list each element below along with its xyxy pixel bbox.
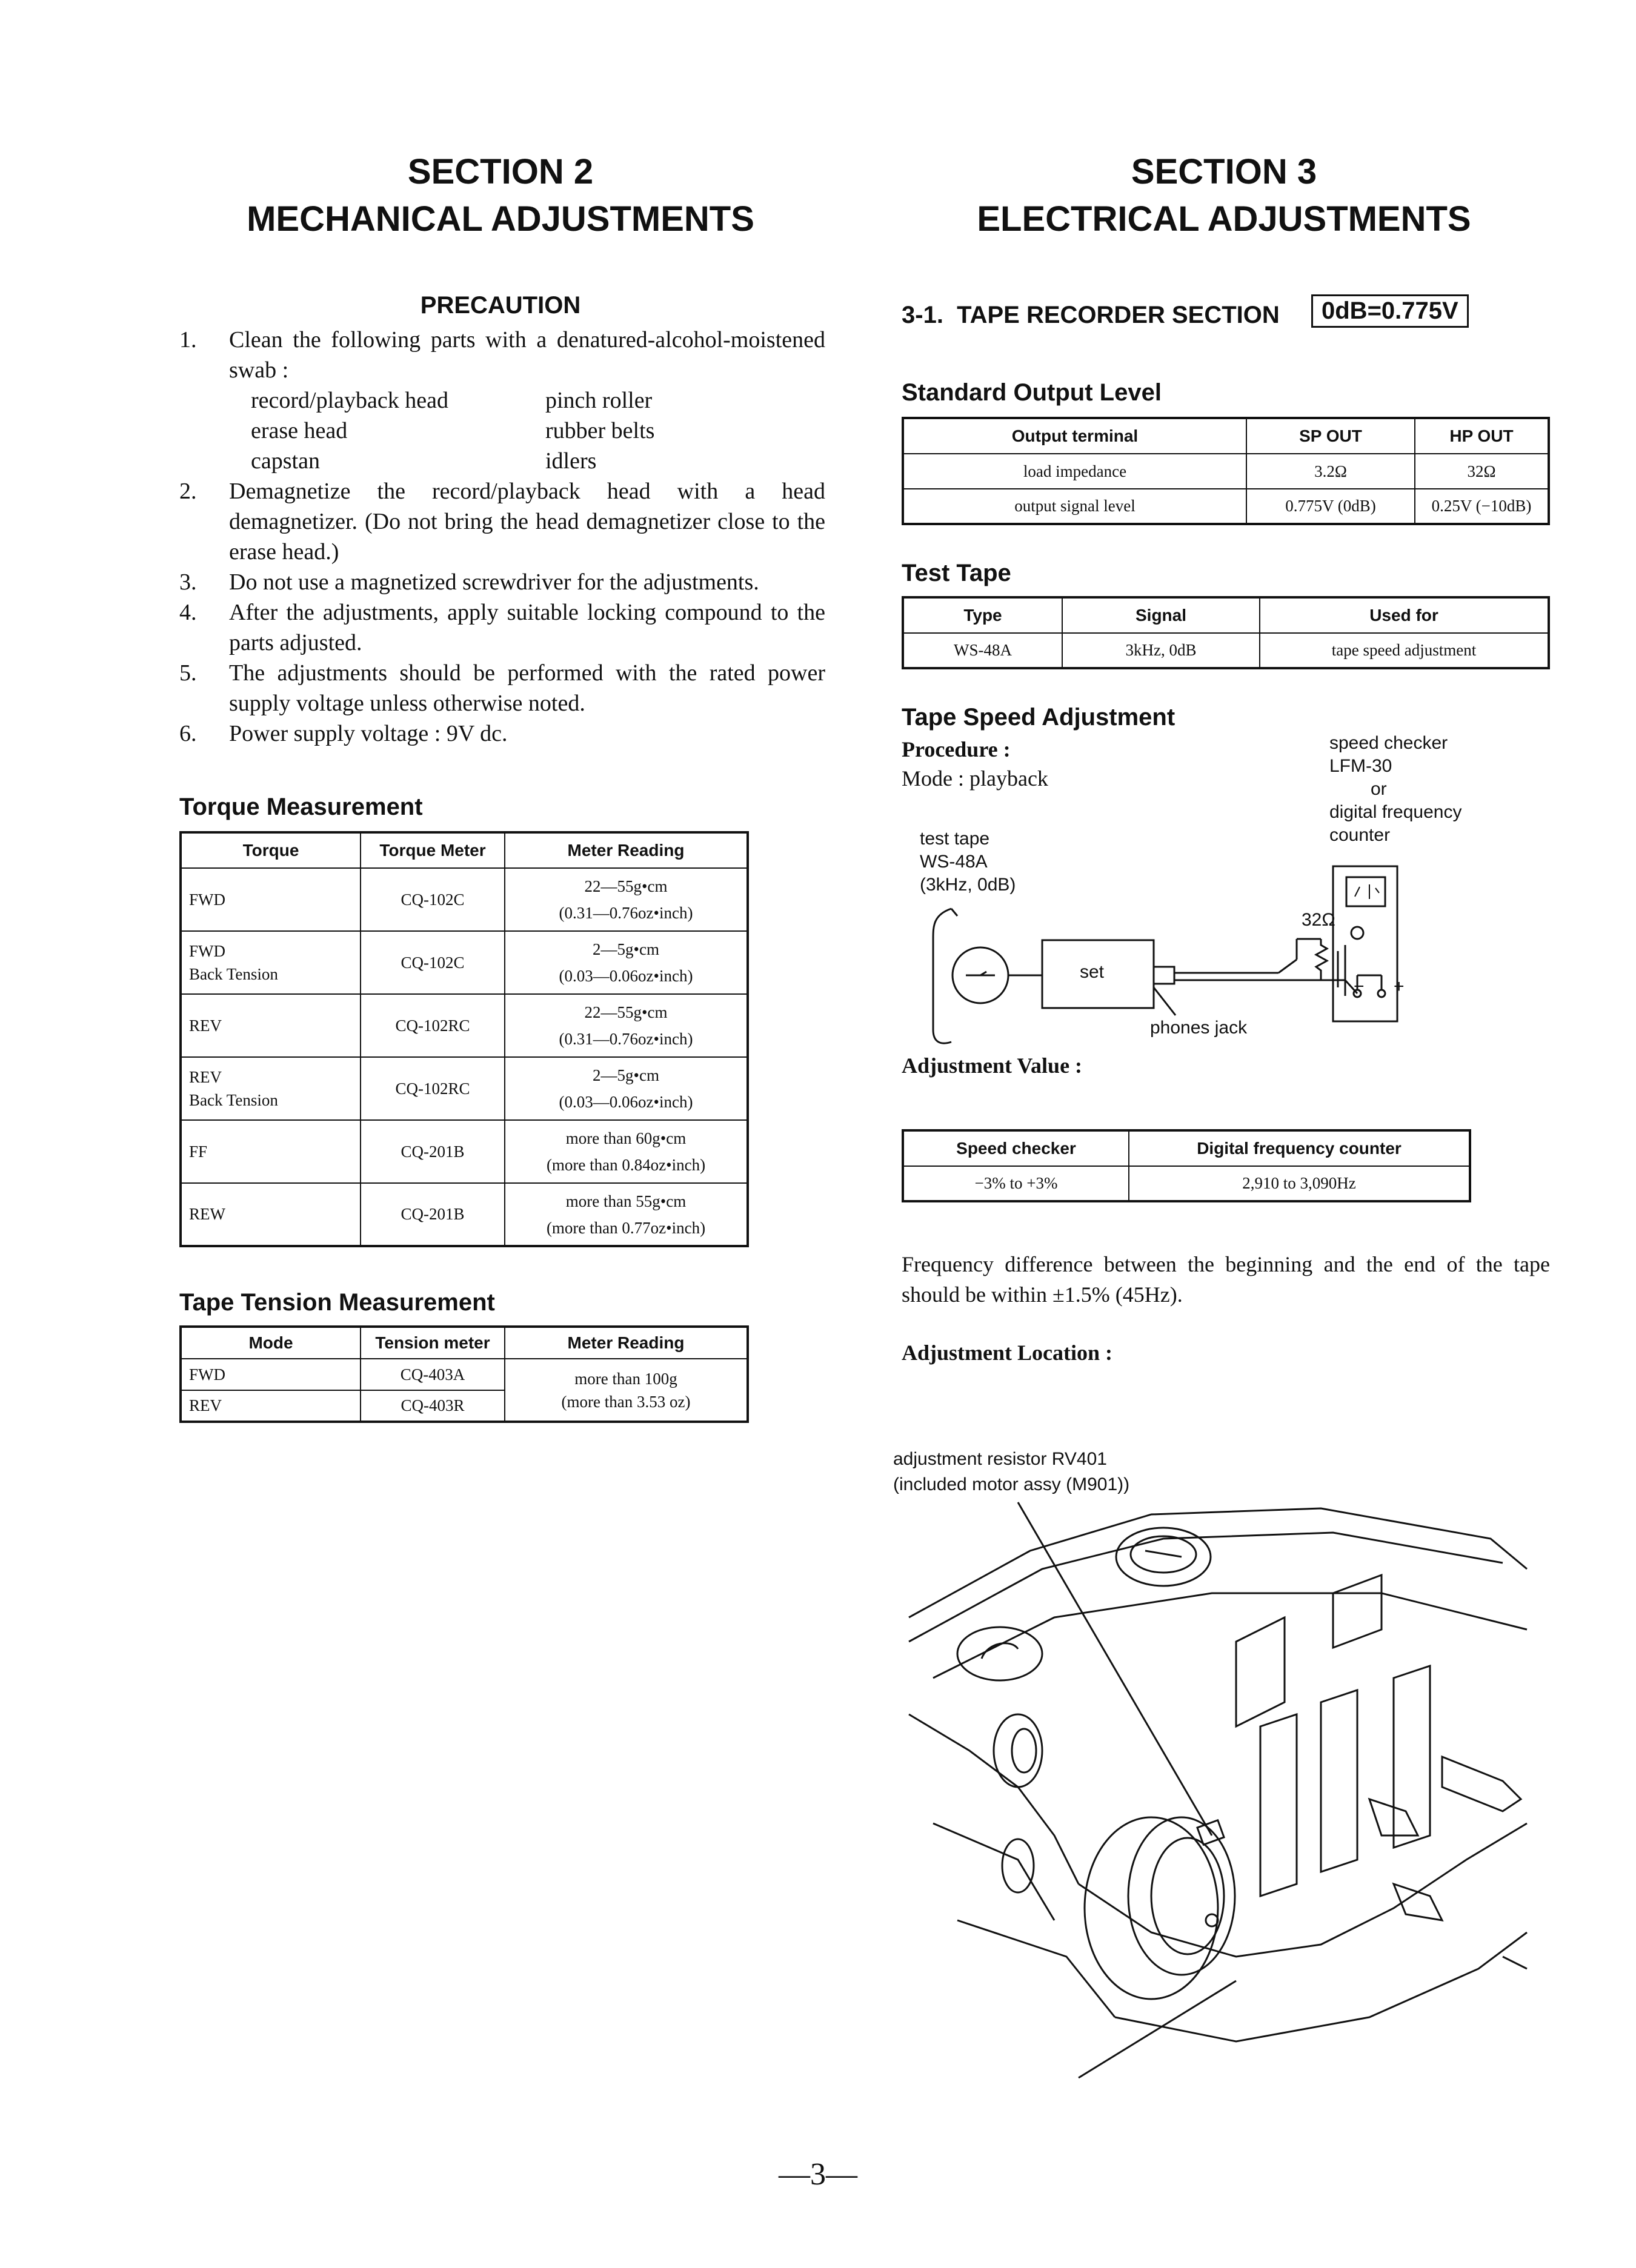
part-name: idlers [545, 448, 597, 474]
table-row [903, 1166, 1470, 1201]
section-2-title: SECTION 2 [407, 152, 594, 191]
item-number: 2. [179, 479, 197, 504]
item-number: 5. [179, 660, 197, 686]
subsection-title: 3-1. TAPE RECORDER SECTION [902, 302, 1280, 328]
section-3-title: SECTION 3 [1131, 152, 1317, 191]
section-2-subtitle: MECHANICAL ADJUSTMENTS [247, 199, 754, 239]
checker-label-5: counter [1329, 825, 1391, 845]
column-header: HP OUT [1415, 418, 1549, 454]
location-callout-1: adjustment resistor RV401 [893, 1449, 1107, 1469]
torque-cell: REW [181, 1183, 361, 1246]
item-text: Demagnetize the record/playback head with a head demagnetizer. (Do not bring the head demagnetizer close to the erase head.) [229, 479, 825, 565]
meter-cell: CQ-403R [361, 1390, 505, 1422]
part-name: capstan [251, 448, 320, 474]
table-header-row [903, 418, 1549, 454]
torque-table [179, 831, 749, 1247]
column-header: Output terminal [903, 418, 1246, 454]
reading-cell: more than 60g•cm (more than 0.84oz•inch) [505, 1120, 748, 1183]
procedure-label: Procedure : [902, 737, 1011, 761]
meter-cell: CQ-102C [361, 868, 505, 931]
reference-level-box: 0dB=0.775V [1311, 294, 1469, 328]
table-cell: WS-48A [903, 633, 1062, 668]
test-tape-title: Test Tape [902, 560, 1011, 586]
table-cell: 0.775V (0dB) [1246, 489, 1415, 524]
table-row [181, 1057, 748, 1120]
mode-text: Mode : playback [902, 766, 1048, 791]
reading-cell: 2—5g•cm (0.03—0.06oz•inch) [505, 1057, 748, 1120]
item-text: Clean the following parts with a denatured-alcohol-moistened swab : [229, 327, 825, 383]
checker-label-2: LFM-30 [1329, 756, 1392, 776]
torque-cell: FF [181, 1120, 361, 1183]
part-name: rubber belts [545, 418, 655, 443]
table-row [903, 454, 1549, 489]
table-header-row [181, 1327, 748, 1359]
table-cell: 32Ω [1415, 454, 1549, 489]
tape-label-2: WS-48A [920, 852, 988, 872]
tape-label-3: (3kHz, 0dB) [920, 875, 1016, 895]
precaution-item-5 [179, 658, 825, 718]
table-header-row [903, 1130, 1470, 1166]
precaution-list [179, 325, 825, 749]
table-cell: 3.2Ω [1246, 454, 1415, 489]
column-header: Digital frequency counter [1129, 1130, 1470, 1166]
part-name: pinch roller [545, 388, 653, 413]
reading-cell: 2—5g•cm (0.03—0.06oz•inch) [505, 931, 748, 994]
item-text: Power supply voltage : 9V dc. [229, 721, 508, 746]
item-text: Do not use a magnetized screwdriver for the adjustments. [229, 569, 759, 595]
meter-cell: CQ-403A [361, 1359, 505, 1390]
pinch-roller-icon [1442, 1757, 1521, 1811]
output-level-title: Standard Output Level [902, 379, 1162, 406]
knob-icon [1351, 927, 1363, 939]
reading-cell: 22—55g•cm (0.31—0.76oz•inch) [505, 868, 748, 931]
minus-label: − [1354, 976, 1365, 996]
section-3-subtitle: ELECTRICAL ADJUSTMENTS [977, 199, 1471, 239]
precaution-item-1 [179, 325, 825, 385]
output-level-table [902, 417, 1550, 525]
item-number: 3. [179, 569, 197, 595]
table-cell: tape speed adjustment [1260, 633, 1549, 668]
table-cell: 0.25V (−10dB) [1415, 489, 1549, 524]
plus-label: + [1394, 976, 1405, 996]
column-header: Speed checker [903, 1130, 1129, 1166]
adjustment-value-label: Adjustment Value : [902, 1053, 1083, 1078]
reading-cell: 22—55g•cm (0.31—0.76oz•inch) [505, 994, 748, 1057]
column-header: Type [903, 597, 1062, 633]
table-row [903, 633, 1549, 668]
precaution-item-2 [179, 476, 825, 567]
speed-checker-box [1333, 866, 1397, 1021]
torque-cell: FWD Back Tension [181, 931, 361, 994]
resistor-label: 32Ω [1302, 910, 1335, 930]
part-name: record/playback head [251, 388, 448, 413]
meter-cell: CQ-201B [361, 1120, 505, 1183]
torque-cell: REV [181, 994, 361, 1057]
item-number: 6. [179, 721, 197, 746]
mode-cell: REV [181, 1390, 361, 1422]
table-row [181, 994, 748, 1057]
column-header: Mode [181, 1327, 361, 1359]
checker-label-1: speed checker [1329, 733, 1448, 753]
item-number: 1. [179, 327, 197, 353]
table-row [181, 1359, 748, 1390]
torque-cell: REV Back Tension [181, 1057, 361, 1120]
set-box [1042, 940, 1154, 1008]
meter-display [1346, 877, 1385, 906]
page-number: —3— [779, 2157, 857, 2192]
reading-cell: more than 100g (more than 3.53 oz) [505, 1359, 748, 1422]
column-header: Tension meter [361, 1327, 505, 1359]
item-number: 4. [179, 600, 197, 625]
item-text: The adjustments should be performed with the rated power supply voltage unless otherwise noted. [229, 660, 825, 716]
column-header: Torque Meter [361, 832, 505, 868]
table-row [903, 489, 1549, 524]
location-callout-2: (included motor assy (M901)) [893, 1474, 1130, 1494]
column-header: Signal [1062, 597, 1260, 633]
resistor-symbol [1316, 939, 1327, 980]
table-row [181, 1120, 748, 1183]
column-header: Used for [1260, 597, 1549, 633]
precaution-item-4 [179, 597, 825, 658]
meter-cell: CQ-102C [361, 931, 505, 994]
table-header-row [181, 832, 748, 868]
table-cell: load impedance [903, 454, 1246, 489]
table-cell: 3kHz, 0dB [1062, 633, 1260, 668]
column-header: SP OUT [1246, 418, 1415, 454]
table-row [181, 1183, 748, 1246]
mode-cell: FWD [181, 1359, 361, 1390]
table-cell: −3% to +3% [903, 1166, 1129, 1201]
reading-cell: more than 55g•cm (more than 0.77oz•inch) [505, 1183, 748, 1246]
column-header: Meter Reading [505, 832, 748, 868]
adjustment-value-table [902, 1129, 1471, 1202]
set-label: set [1080, 962, 1105, 982]
parts-list [251, 385, 825, 476]
item-text: After the adjustments, apply suitable locking compound to the parts adjusted. [229, 600, 825, 655]
tension-table [179, 1325, 749, 1423]
meter-cell: CQ-201B [361, 1183, 505, 1246]
frequency-note: Frequency difference between the beginning and the end of the tape should be within ±1.5% (45Hz). [902, 1252, 1550, 1307]
meter-cell: CQ-102RC [361, 1057, 505, 1120]
table-header-row [903, 597, 1549, 633]
column-header: Torque [181, 832, 361, 868]
phones-plug [1154, 967, 1174, 984]
table-cell: 2,910 to 3,090Hz [1129, 1166, 1470, 1201]
callout-leader [1018, 1502, 1212, 1835]
connection-diagram [909, 848, 1442, 1054]
precaution-item-6 [179, 718, 825, 749]
mechanism-illustration [897, 1496, 1539, 2090]
speed-adjustment-title: Tape Speed Adjustment [902, 704, 1175, 731]
checker-label-4: digital frequency [1329, 802, 1462, 822]
precaution-title: PRECAUTION [420, 292, 581, 319]
checker-label-3: or [1371, 779, 1387, 799]
table-row [181, 931, 748, 994]
tension-title: Tape Tension Measurement [179, 1289, 495, 1316]
table-row [181, 868, 748, 931]
column-header: Meter Reading [505, 1327, 748, 1359]
test-tape-table [902, 596, 1550, 669]
meter-cell: CQ-102RC [361, 994, 505, 1057]
torque-cell: FWD [181, 868, 361, 931]
torque-title: Torque Measurement [179, 794, 423, 820]
terminal-plus [1378, 990, 1385, 997]
tape-reel-arc [933, 909, 951, 1043]
left-knob-icon [957, 1627, 1042, 1680]
precaution-item-3 [179, 567, 825, 597]
phones-jack-label: phones jack [1150, 1018, 1248, 1038]
part-name: erase head [251, 418, 348, 443]
adjustment-location-label: Adjustment Location : [902, 1341, 1112, 1365]
table-cell: output signal level [903, 489, 1246, 524]
tape-label-1: test tape [920, 829, 990, 849]
